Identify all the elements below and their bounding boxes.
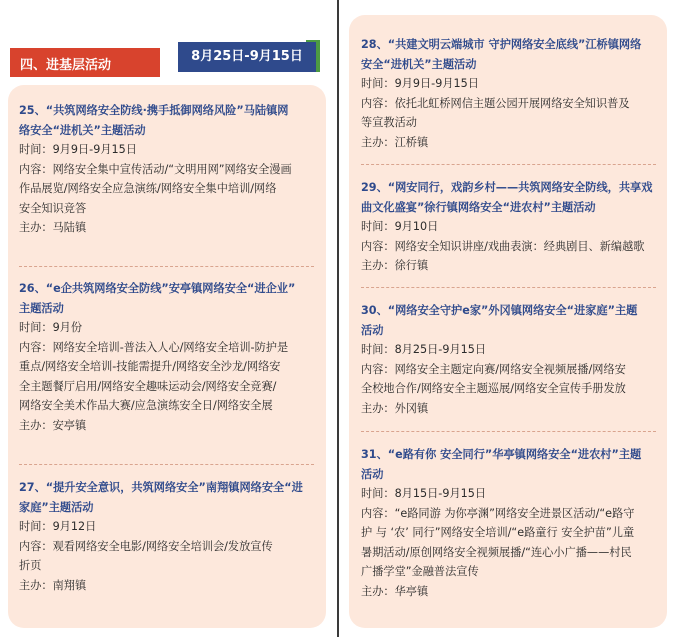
event-content: 护 与 ‘农’ 同行”网络安全培训/“e路童行 安全护苗”儿童 <box>361 526 635 539</box>
event-host: 主办：江桥镇 <box>361 135 429 149</box>
event-title: 28、“共建文明云端城市 守护网络安全底线”江桥镇网络 <box>361 38 642 51</box>
event-title: 络安全“进机关”主题活动 <box>19 123 146 137</box>
event-host: 主办：南翔镇 <box>19 578 87 592</box>
section-label: 四、进基层活动 <box>20 58 112 73</box>
event-content: 重点/网络安全培训-技能需提升/网络安全沙龙/网络安 <box>19 360 281 373</box>
event-content: 等宣教活动 <box>361 116 417 129</box>
event-title: 曲文化盛宴”徐行镇网络安全“进农村”主题活动 <box>361 200 596 214</box>
event-time: 时间：8月25日-9月15日 <box>361 343 487 356</box>
event-host: 主办：徐行镇 <box>361 259 429 272</box>
event-title: 活动 <box>361 323 384 337</box>
event-content: 广播学堂”金融普法宣传 <box>361 565 479 578</box>
event-title: 主题活动 <box>19 301 64 315</box>
event-time: 时间：9月份 <box>19 321 83 334</box>
event-host: 主办：安亭镇 <box>19 418 87 432</box>
event-content: 内容：网络安全知识讲座/戏曲表演：经典剧目、新编越歌 <box>361 239 645 253</box>
event-time: 时间：9月9日-9月15日 <box>361 77 479 90</box>
event-content: 内容：观看网络安全电影/网络安全培训会/发放宣传 <box>19 539 273 553</box>
event-content: 全校地合作/网络安全主题巡展/网络安全宣传手册发放 <box>361 382 626 395</box>
event-time: 时间：9月12日 <box>19 520 97 533</box>
event-content: 内容：网络安全培训-普法入人心/网络安全培训-防护是 <box>19 340 289 354</box>
event-title: 26、“e企共筑网络安全防线”安亭镇网络安全“进企业” <box>19 282 296 295</box>
divider-line <box>361 164 656 165</box>
event-content: 内容：网络安全集中宣传活动/“文明用网”网络安全漫画 <box>19 162 292 176</box>
section-label-box <box>10 48 160 77</box>
event-host: 主办：外冈镇 <box>361 401 429 415</box>
event-31 <box>361 445 661 601</box>
event-content: 暑期活动/原创网络安全视频展播/“连心小广播——村民 <box>361 545 632 559</box>
event-title: 安全“进机关”主题活动 <box>361 57 477 71</box>
divider-line <box>19 266 314 267</box>
event-time: 时间：9月9日-9月15日 <box>19 143 137 156</box>
event-title: 25、“共筑网络安全防线·携手抵御网络风险”马陆镇网 <box>19 104 289 117</box>
event-time: 时间：8月15日-9月15日 <box>361 487 487 500</box>
event-host: 主办：华亭镇 <box>361 584 429 598</box>
event-content: 全主题餐厅启用/网络安全趣味运动会/网络安全竞赛/ <box>19 379 277 393</box>
event-content: 内容：“e路同游 为你亭渊”网络安全进景区活动/“e路守 <box>361 506 635 520</box>
section-date-range: 8月25日-9月15日 <box>178 42 316 72</box>
event-content: 内容：网络安全主题定向赛/网络安全视频展播/网络安 <box>361 362 626 376</box>
event-29 <box>361 178 661 276</box>
divider-line <box>361 287 656 288</box>
event-26 <box>19 279 319 435</box>
event-title: 家庭”主题活动 <box>19 500 94 514</box>
event-host: 主办：马陆镇 <box>19 221 87 234</box>
event-28 <box>361 35 661 152</box>
divider-line <box>19 464 314 465</box>
event-content: 作品展览/网络安全应急演练/网络安全集中培训/网络 <box>19 182 277 195</box>
event-title: 活动 <box>361 467 384 481</box>
event-content: 内容：依托北虹桥网信主题公园开展网络安全知识普及 <box>361 96 630 110</box>
event-title: 29、“网安同行，戏韵乡村——共筑网络安全防线，共享戏 <box>361 181 653 194</box>
event-30 <box>361 301 661 418</box>
event-title: 31、“e路有你 安全同行”华亭镇网络安全“进农村”主题 <box>361 448 642 461</box>
column-divider <box>337 0 339 637</box>
divider-line <box>361 431 656 432</box>
event-content: 安全知识竞答 <box>19 201 87 215</box>
event-content: 网络安全美术作品大赛/应急演练安全日/网络安全展 <box>19 399 273 412</box>
event-25 <box>19 101 319 238</box>
event-content: 折页 <box>19 559 42 572</box>
section-header <box>10 40 320 77</box>
event-title: 27、“提升安全意识，共筑网络安全”南翔镇网络安全“进 <box>19 481 303 494</box>
event-title: 30、“网络安全守护e家”外冈镇网络安全“进家庭”主题 <box>361 304 638 317</box>
event-time: 时间：9月10日 <box>361 220 439 233</box>
event-27 <box>19 478 319 595</box>
